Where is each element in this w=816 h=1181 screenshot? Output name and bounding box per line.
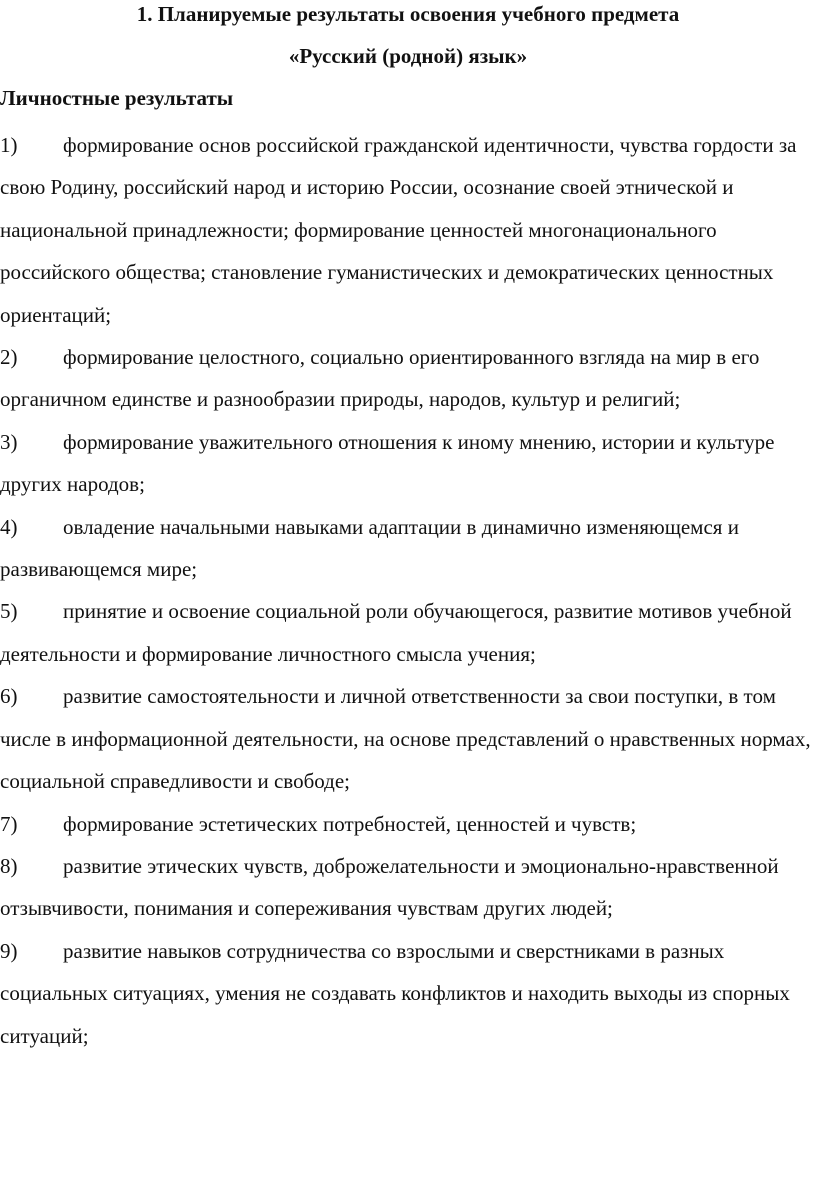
- item-text: формирование эстетических потребностей, ценностей и чувств;: [63, 811, 637, 836]
- item-number: 3): [0, 429, 18, 454]
- results-list: [0, 124, 816, 1057]
- item-number: 1): [0, 133, 18, 157]
- page-title-line-1: 1. Планируемые результаты освоения учебного предмета: [136, 2, 680, 26]
- item-number: 9): [0, 938, 18, 963]
- item-text: формирование основ российской гражданской идентичности, чувства гордости за свою Родину, российский народ и историю России, осознание своей этнической и национальной принадлежности; формирование ценностей многонационального российского общества; становление гуманистических и демократических ценностных ориентаций;: [0, 133, 797, 327]
- item-number: 2): [0, 345, 18, 370]
- list-item: [0, 506, 816, 591]
- list-item: [0, 845, 816, 930]
- list-item: [0, 803, 816, 845]
- item-text: принятие и освоение социальной роли обучающегося, развитие мотивов учебной деятельности и формирование личностного смысла учения;: [0, 599, 792, 666]
- item-text: развитие навыков сотрудничества со взрослыми и сверстниками в разных социальных ситуациях, умения не создавать конфликтов и находить выходы из спорных ситуаций;: [0, 938, 790, 1048]
- list-item: [0, 590, 816, 675]
- item-text: формирование целостного, социально ориентированного взгляда на мир в его органичном единстве и разнообразии природы, народов, культур и религий;: [0, 345, 760, 412]
- item-number: 5): [0, 599, 18, 624]
- item-number: 4): [0, 514, 18, 539]
- item-text: развитие самостоятельности и личной ответственности за свои поступки, в том числе в информационной деятельности, на основе представлений о нравственных нормах, социальной справедливости и свободе;: [0, 684, 811, 794]
- list-item: [0, 930, 816, 1057]
- list-item: [0, 675, 816, 802]
- section-heading: Личностные результаты: [0, 86, 234, 110]
- item-text: овладение начальными навыками адаптации в динамично изменяющемся и развивающемся мире;: [0, 514, 739, 582]
- item-text: развитие этических чувств, доброжелательности и эмоционально-нравственной отзывчивости, понимания и сопереживания чувствам других людей;: [0, 853, 779, 921]
- item-number: 7): [0, 811, 18, 836]
- list-item: [0, 421, 816, 506]
- item-number: 6): [0, 684, 18, 709]
- list-item: [0, 124, 816, 336]
- list-item: [0, 336, 816, 421]
- item-text: формирование уважительного отношения к иному мнению, истории и культуре других народов;: [0, 429, 775, 497]
- item-number: 8): [0, 853, 18, 878]
- page-title-line-2: «Русский (родной) язык»: [288, 44, 528, 68]
